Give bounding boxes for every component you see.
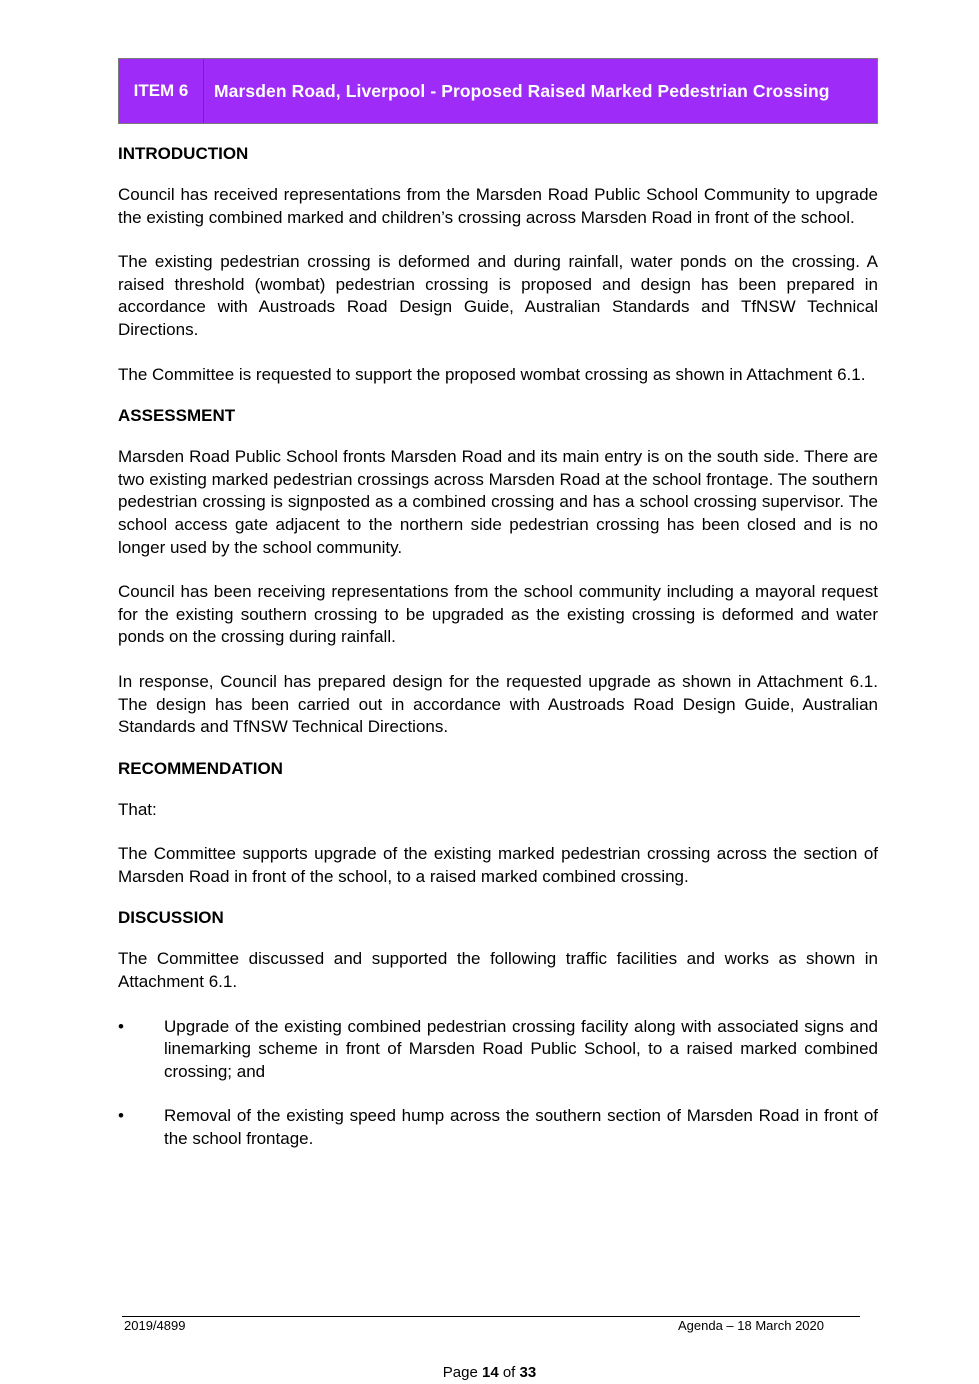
paragraph: The Committee discussed and supported the following traffic facilities and works as shown in Attachment 6.1. xyxy=(118,949,878,992)
footer-agenda-date: Agenda – 18 March 2020 xyxy=(678,1318,824,1333)
paragraph: The Committee is requested to support the proposed wombat crossing as shown in Attachment 6.1. xyxy=(118,364,866,384)
section-heading-discussion: DISCUSSION xyxy=(118,908,224,928)
paragraph: Council has been receiving representations from the school community including a mayoral request for the existing southern crossing to be upgraded as the existing crossing is deformed and water ponds on the crossing during rainfall. xyxy=(118,582,878,647)
section-heading-introduction: INTRODUCTION xyxy=(118,144,249,163)
list-item xyxy=(118,1105,878,1150)
list-item-text: Removal of the existing speed hump across the southern section of Marsden Road in front of the school frontage. xyxy=(164,1106,878,1149)
paragraph: That: xyxy=(118,799,157,819)
page-of: of xyxy=(502,1364,516,1381)
paragraph: In response, Council has prepared design for the requested upgrade as shown in Attachment 6.1. The design has been carried out in accordance with Austroads Road Design Guide, Australian Standards and TfNSW Technical Directions. xyxy=(118,671,878,737)
page-prefix: Page xyxy=(442,1364,478,1381)
section-heading-recommendation: RECOMMENDATION xyxy=(118,758,283,778)
discussion-bullet-list xyxy=(118,1016,878,1151)
list-item-text: Upgrade of the existing combined pedestrian crossing facility along with associated signs and linemarking scheme in front of Marsden Road Public School, to a raised marked combined crossing; and xyxy=(164,1016,878,1081)
document-body xyxy=(118,140,878,1173)
paragraph: Marsden Road Public School fronts Marsden Road and its main entry is on the south side. There are two existing marked pedestrian crossings across Marsden Road at the school frontage. The southern pedestrian crossing is signposted as a combined crossing and has a school crossing supervisor. The school access gate adjacent to the northern side pedestrian crossing has been closed and is no longer used by the school community. xyxy=(118,447,878,557)
footer-reference: 2019/4899 xyxy=(124,1318,186,1333)
page-number xyxy=(0,1364,979,1381)
item-number: ITEM 6 xyxy=(119,59,204,123)
bullet-icon: • xyxy=(118,1106,124,1126)
page-total: 33 xyxy=(519,1364,537,1381)
paragraph: The existing pedestrian crossing is deformed and during rainfall, water ponds on the crossing. A raised threshold (wombat) pedestrian crossing is proposed and design has been prepared in accordance with Austroads Road Design Guide, Australian Standards and TfNSW Technical Directions. xyxy=(118,252,878,339)
paragraph: The Committee supports upgrade of the existing marked pedestrian crossing across the section of Marsden Road in front of the school, to a raised marked combined crossing. xyxy=(118,844,878,886)
paragraph: Council has received representations from the Marsden Road Public School Community to upgrade the existing combined marked and children’s crossing across Marsden Road in front of the school. xyxy=(118,185,878,227)
bullet-icon: • xyxy=(118,1016,124,1036)
list-item xyxy=(118,1016,878,1084)
item-title: Marsden Road, Liverpool - Proposed Raised Marked Pedestrian Crossing xyxy=(214,80,830,101)
page-current: 14 xyxy=(481,1364,499,1381)
item-header-bar xyxy=(118,58,878,124)
section-heading-assessment: ASSESSMENT xyxy=(118,406,236,426)
footer-divider xyxy=(122,1316,860,1317)
